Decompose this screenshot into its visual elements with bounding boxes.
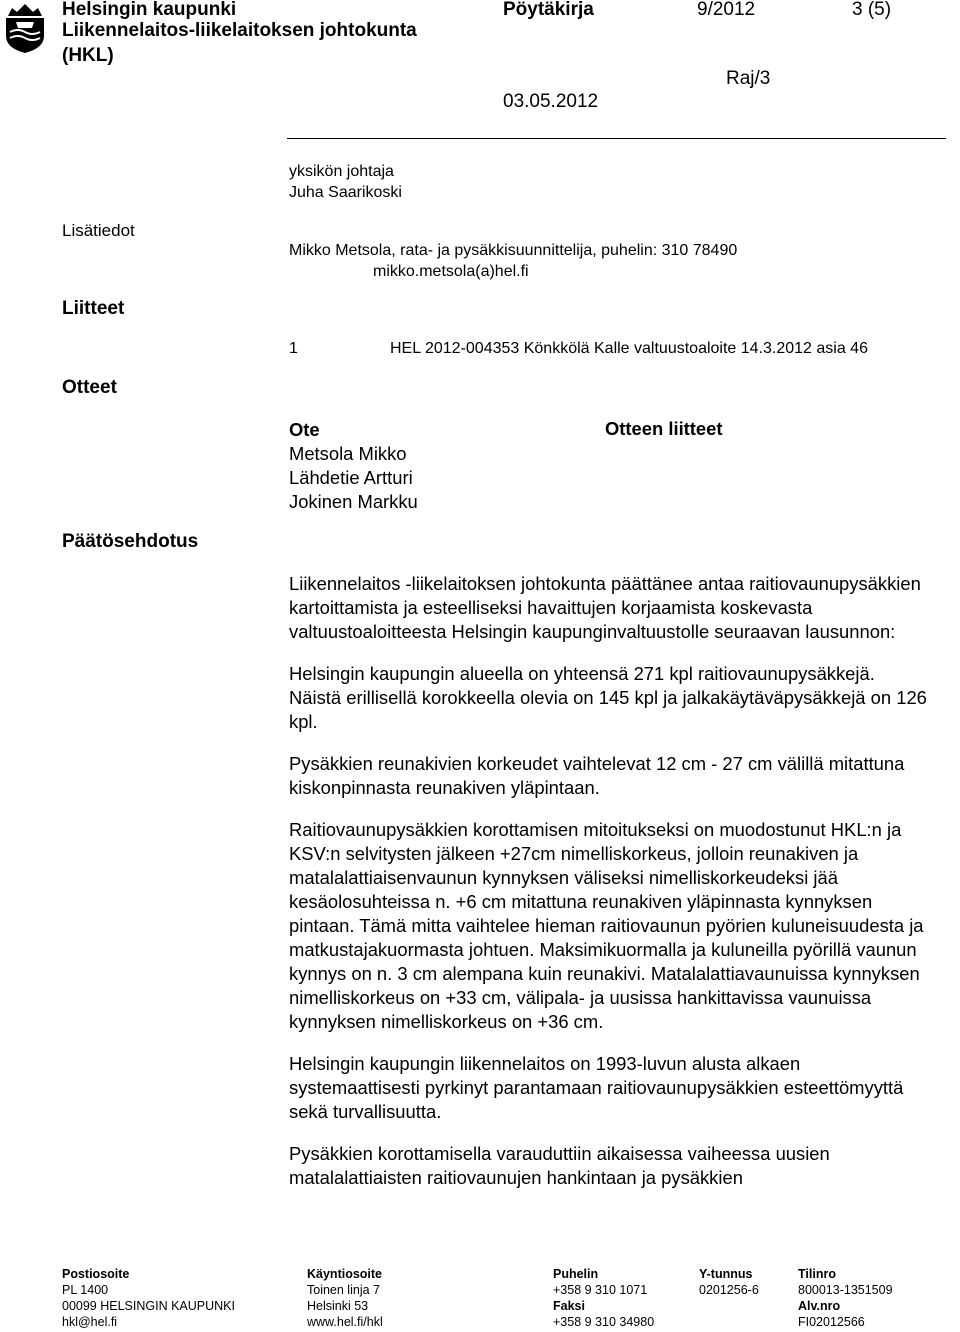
otteet-label: Otteet [62,377,117,398]
lisatiedot-label: Lisätiedot [62,221,135,240]
doc-number: 9/2012 [697,0,756,20]
doc-date: 03.05.2012 [503,91,599,112]
footer-website[interactable]: www.hel.fi/hkl [307,1315,383,1329]
liitteet-label: Liitteet [62,298,125,319]
footer-line: PL 1400 [62,1283,109,1297]
recipient: Metsola Mikko [289,443,407,464]
footer-email[interactable]: hkl@hel.fi [62,1315,118,1329]
footer-line: +358 9 310 1071 [553,1283,648,1297]
footer-heading: Käyntiosoite [307,1267,383,1281]
attachment-title: HEL 2012-004353 Könkkölä Kalle valtuustoaloite 14.3.2012 asia 46 [390,340,868,357]
section-ref: Raj/3 [726,68,771,89]
paragraph: Helsingin kaupungin liikennelaitos on 1993-luvun alusta alkaen systemaattisesti pyrkinyt parantamaan raitiovaunupysäkkien esteettömyyttä sekä turvallisuutta. [289,1053,904,1122]
footer-heading: Postiosoite [62,1267,130,1281]
org-name: Helsingin kaupunki [62,0,237,20]
attachment-number: 1 [289,340,298,357]
otteen-liitteet-heading: Otteen liitteet [605,418,723,439]
footer-phone [553,1266,654,1330]
page-number: 3 (5) [852,0,892,20]
org-abbrev: (HKL) [62,45,114,66]
paragraph: Pysäkkien korottamisella varauduttiin aikaisessa vaiheessa uusien matalalattiaisten raitiovaunujen hankintaan ja pysäkkien [289,1143,830,1188]
recipient: Jokinen Markku [289,491,418,512]
footer-visit [307,1266,383,1330]
footer-heading: Puhelin [553,1267,599,1281]
extract-recipients [289,418,418,514]
paragraph: Raitiovaunupysäkkien korottamisen mitoitukseksi on muodostunut HKL:n ja KSV:n selvitysten jälkeen +27cm nimelliskorkeus, jolloin reunakiven ja matalalattiaisenvaunun kynnyksen väliseksi nimelliskorkeudeksi jää kesäolosuhteissa n. +6 cm mitattuna reunakiven yläpinnasta kynnyksen pintaan. Tämä mitta vaihtelee hieman raitiovaunun pyörien kuluneisuudesta ja matkustajakuormasta johtuen. Maksimikuormalla ja kuluneilla pyörillä vaunun kynnys on n. 3 cm alempana kuin reunakivi. Matalalattiavaunuissa kynnyksen nimelliskorkeus on +33 cm, välipala- ja uusissa hankittavissa vaunuissa kynnyksen nimelliskorkeus on +36 cm. [289,819,924,1032]
paragraph: Liikennelaitos -liikelaitoksen johtokunta päättänee antaa raitiovaunupysäkkien kartoittamista ja esteelliseksi havaittujen korjaamista koskevasta valtuustoaloitteesta Helsingin kaupunginvaltuustolle seuraavan lausunnon: [289,573,921,642]
ote-heading: Ote [289,419,320,440]
paragraph: Pysäkkien reunakivien korkeudet vaihtelevat 12 cm - 27 cm välillä mitattuna kiskonpinnasta reunakiven yläpintaan. [289,753,905,798]
org-board: Liikennelaitos-liikelaitoksen johtokunta [62,20,417,41]
contact-email: mikko.metsola(a)hel.fi [373,263,529,280]
footer-account [798,1266,893,1330]
signer-name: Juha Saarikoski [289,184,402,201]
footer-heading: Tilinro [798,1267,836,1281]
paragraph: Helsingin kaupungin alueella on yhteensä 271 kpl raitiovaunupysäkkejä. Näistä erillisellä korokkeella olevia on 145 kpl ja jalkakäytäväpysäkkejä on 126 kpl. [289,663,927,732]
footer-heading: Y-tunnus [699,1267,753,1281]
footer-business-id [699,1266,759,1298]
footer-heading: Faksi [553,1299,585,1313]
footer-line: Helsinki 53 [307,1299,369,1313]
footer-line: FI02012566 [798,1315,865,1329]
footer-line: Toinen linja 7 [307,1283,380,1297]
signer-title: yksikön johtaja [289,163,394,180]
paatosehdotus-label: Päätösehdotus [62,531,199,552]
footer-line: 00099 HELSINGIN KAUPUNKI [62,1299,235,1313]
footer-line: 800013-1351509 [798,1283,893,1297]
footer-line: 0201256-6 [699,1283,759,1297]
doc-type: Pöytäkirja [503,0,594,20]
footer-postal [62,1266,235,1330]
footer-heading: Alv.nro [798,1299,841,1313]
proposal-body [289,572,929,1190]
header-rule [287,138,946,139]
contact-line: Mikko Metsola, rata- ja pysäkkisuunnittelija, puhelin: 310 78490 [289,242,738,259]
recipient: Lähdetie Artturi [289,467,413,488]
helsinki-crest-icon [2,2,48,54]
footer-line: +358 9 310 34980 [553,1315,655,1329]
